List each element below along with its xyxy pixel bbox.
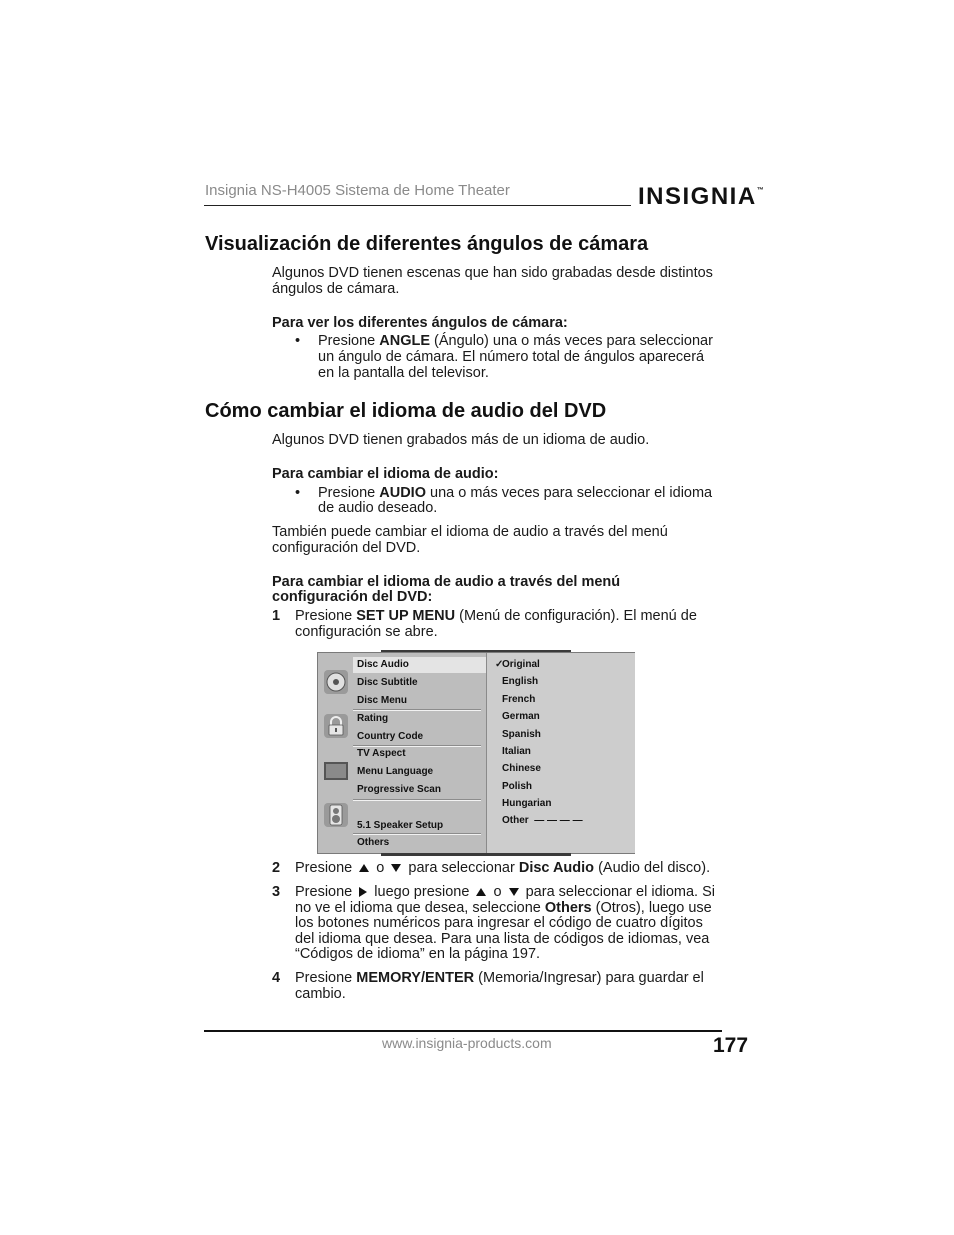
- bullet-dot: •: [295, 485, 301, 501]
- up-arrow-icon: [359, 864, 369, 872]
- menu-item-disc-menu: Disc Menu: [357, 695, 408, 706]
- step4-num: 4: [272, 970, 281, 986]
- menu-item-disc-subtitle: Disc Subtitle: [357, 677, 418, 688]
- check-icon: ✓: [495, 659, 504, 670]
- section1-intro-2: ángulos de cámara.: [272, 281, 400, 297]
- section1-bullet-2: un ángulo de cámara. El número total de ángulos aparecerá: [318, 349, 705, 365]
- bullet-dot: •: [295, 333, 301, 349]
- menu-item-speaker-setup: 5.1 Speaker Setup: [357, 820, 444, 831]
- menu-bottom-bar: [381, 853, 571, 856]
- other-code-dashes: — — — —: [534, 815, 583, 826]
- header-rule: [204, 205, 631, 206]
- footer-rule: [204, 1030, 722, 1032]
- menu-divider: [353, 799, 481, 801]
- section1-bullet: Presione ANGLE (Ángulo) una o más veces para seleccionar: [318, 333, 713, 349]
- section2-sub2-1: Para cambiar el idioma de audio a través del menú: [272, 574, 621, 590]
- option-hungarian: Hungarian: [502, 798, 552, 809]
- section1-heading: Visualización de diferentes ángulos de cámara: [205, 233, 649, 255]
- section2-heading: Cómo cambiar el idioma de audio del DVD: [205, 400, 607, 422]
- menu-divider: [353, 709, 481, 711]
- option-original: Original: [502, 659, 540, 670]
- section2-intro: Algunos DVD tienen grabados más de un idioma de audio.: [272, 432, 650, 448]
- option-spanish: Spanish: [502, 729, 541, 740]
- option-italian: Italian: [502, 746, 531, 757]
- menu-divider: [353, 833, 481, 835]
- step3-text-3: los botones numéricos para ingresar el código de cuatro dígitos: [295, 915, 703, 931]
- menu-item-rating: Rating: [357, 713, 389, 724]
- step4-text: Presione MEMORY/ENTER (Memoria/Ingresar) para guardar el: [295, 970, 704, 986]
- menu-item-disc-audio: Disc Audio: [357, 659, 409, 670]
- section2-bullet: Presione AUDIO una o más veces para seleccionar el idioma: [318, 485, 713, 501]
- option-english: English: [502, 676, 539, 687]
- step1-text-2: configuración se abre.: [295, 624, 438, 640]
- down-arrow-icon: [509, 888, 519, 896]
- step2-num: 2: [272, 860, 281, 876]
- lock-icon: [324, 714, 348, 738]
- section2-subheading: Para cambiar el idioma de audio:: [272, 466, 499, 482]
- section2-also-1: También puede cambiar el idioma de audio a través del menú: [272, 524, 668, 540]
- step3-text: Presione luego presione o para seleccionar el idioma. Si: [295, 884, 716, 900]
- menu-divider: [353, 745, 481, 747]
- section1-bullet-3: en la pantalla del televisor.: [318, 365, 489, 381]
- option-chinese: Chinese: [502, 763, 541, 774]
- section2-sub2-2: configuración del DVD:: [272, 589, 433, 605]
- option-other: Other — — — —: [502, 815, 583, 826]
- step3-text-4: del idioma que desea. Para una lista de códigos de idiomas, vea: [295, 931, 710, 947]
- step4-text-2: cambio.: [295, 986, 346, 1002]
- menu-item-others: Others: [357, 837, 390, 848]
- section2-bullet-2: de audio deseado.: [318, 500, 438, 516]
- page-number: 177: [713, 1034, 749, 1057]
- speaker-icon: [324, 803, 348, 827]
- option-polish: Polish: [502, 781, 533, 792]
- menu-categories-panel: [318, 653, 486, 853]
- footer-url[interactable]: www.insignia-products.com: [382, 1035, 552, 1051]
- step1-num: 1: [272, 608, 281, 624]
- step3-text-5: “Códigos de idioma” en la página 197.: [295, 946, 541, 962]
- section1-subheading: Para ver los diferentes ángulos de cámara:: [272, 315, 568, 331]
- disc-icon: [324, 670, 348, 694]
- step3-text-2: no ve el idioma que desea, seleccione Others (Otros), luego use: [295, 900, 712, 916]
- insignia-logo: INSIGNIA™: [638, 183, 764, 210]
- option-german: German: [502, 711, 540, 722]
- menu-item-country-code: Country Code: [357, 731, 424, 742]
- tv-icon: [324, 760, 348, 784]
- section1-intro-1: Algunos DVD tienen escenas que han sido grabadas desde distintos: [272, 265, 713, 281]
- menu-item-menu-language: Menu Language: [357, 766, 434, 777]
- step1-text: Presione SET UP MENU (Menú de configuración). El menú de: [295, 608, 697, 624]
- step2-text: Presione o para seleccionar Disc Audio (Audio del disco).: [295, 860, 711, 876]
- down-arrow-icon: [391, 864, 401, 872]
- header-title: Insignia NS-H4005 Sistema de Home Theater: [205, 182, 510, 199]
- right-arrow-icon: [359, 887, 367, 897]
- up-arrow-icon: [476, 888, 486, 896]
- section2-also-2: configuración del DVD.: [272, 540, 421, 556]
- step3-num: 3: [272, 884, 281, 900]
- setup-menu-screenshot: [317, 652, 635, 854]
- menu-item-progressive-scan: Progressive Scan: [357, 784, 441, 795]
- menu-item-tv-aspect: TV Aspect: [357, 748, 406, 759]
- option-french: French: [502, 694, 536, 705]
